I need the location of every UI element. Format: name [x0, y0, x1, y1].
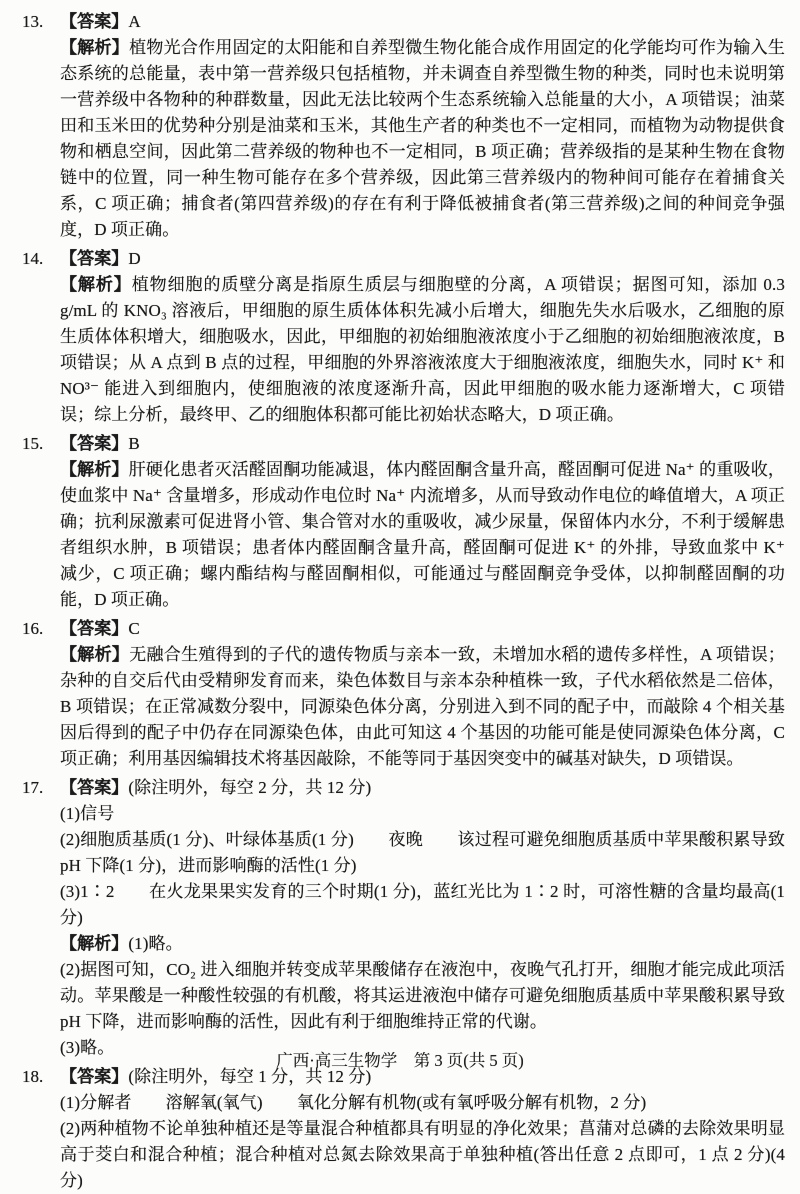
answer-paragraph	[60, 431, 785, 457]
answer-label: 【答案】	[60, 12, 129, 31]
paragraph-text: B	[128, 434, 140, 453]
explanation-paragraph	[60, 931, 785, 957]
answer-label: 【答案】	[60, 1067, 129, 1086]
answer-list	[22, 9, 785, 1194]
explanation-paragraph	[60, 35, 785, 243]
paragraph-text: (2)据图可知，CO₂ 进入细胞并转变成苹果酸储存在液泡中，夜晚气孔打开，细胞才能完成此项活动。苹果酸是一种酸性较强的有机酸，将其运进液泡中储存可避免细胞质基质中苹果酸积累导致 pH 下降，进而影响酶的活性，因此有利于细胞维持正常的代谢。	[60, 960, 785, 1031]
answer-label: 【答案】	[60, 778, 129, 797]
answer-item-15	[22, 431, 785, 613]
explanation-label: 【解析】	[60, 645, 130, 664]
answer-paragraph	[60, 1116, 785, 1194]
answer-paragraph	[60, 801, 785, 827]
answer-label: 【答案】	[60, 249, 129, 268]
paragraph-text: (1)略。	[128, 934, 183, 953]
paragraph-text: (2)两种植物不论单独种植还是等量混合种植都具有明显的净化效果；菖蒲对总磷的去除效果明显高于茭白和混合种植；混合种植对总氮去除效果高于单独种植(答出任意 2 点即可，1 点 2 分)(4 分)	[60, 1119, 785, 1190]
paragraph-text: 植物光合作用固定的太阳能和自养型微生物化能合成作用固定的化学能均可作为输入生态系统的总能量，表中第一营养级只包括植物，并未调查自养型微生物的种类，同时也未说明第一营养级中各物种的种群数量，因此无法比较两个生态系统输入总能量的大小，A 项错误；油菜田和玉米田的优势种分别是油菜和玉米，其他生产者的种类也不一定相同，而植物为动物提供食物和栖息空间，因此第二营养级的物种也不一定相同，B 项正确；营养级指的是某种生物在食物链中的位置，同一种生物可能存在多个营养级，因此第三营养级内的物种间可能存在着捕食关系，C 项正确；捕食者(第四营养级)的存在有利于降低被捕食者(第三营养级)之间的种间竞争强度，D 项正确。	[60, 38, 785, 239]
page-footer: 广西·高三生物学 第 3 页(共 5 页)	[276, 1051, 524, 1070]
answer-paragraph	[60, 9, 785, 35]
paragraph-text: (2)细胞质基质(1 分)、叶绿体基质(1 分) 夜晚 该过程可避免细胞质基质中苹果酸积累导致 pH 下降(1 分)，进而影响酶的活性(1 分)	[60, 830, 785, 875]
paragraph-text: (3)略。	[60, 1038, 115, 1057]
answer-label: 【答案】	[60, 434, 129, 453]
answer-paragraph	[60, 957, 785, 1035]
explanation-label: 【解析】	[60, 38, 130, 57]
answer-paragraph	[60, 827, 785, 879]
item-number: 15.	[22, 434, 44, 453]
item-number: 18.	[22, 1067, 44, 1086]
answer-item-16	[22, 616, 785, 772]
explanation-paragraph	[60, 642, 785, 772]
answer-item-18	[22, 1064, 785, 1194]
explanation-paragraph	[60, 457, 785, 613]
answer-paragraph	[60, 246, 785, 272]
answer-item-17	[22, 775, 785, 1061]
paragraph-text: D	[128, 249, 141, 268]
explanation-label: 【解析】	[60, 275, 132, 294]
explanation-label: 【解析】	[60, 934, 129, 953]
answer-label: 【答案】	[60, 619, 129, 638]
answer-item-13	[22, 9, 785, 243]
paragraph-text: 肝硬化患者灭活醛固酮功能减退，体内醛固酮含量升高，醛固酮可促进 Na⁺ 的重吸收，使血浆中 Na⁺ 含量增多，形成动作电位时 Na⁺ 内流增多，从而导致动作电位的峰值增大，A 项正确；抗利尿激素可促进肾小管、集合管对水的重吸收，减少尿量，保留体内水分，不利于缓解患者组织水肿，B 项错误；患者体内醛固酮含量升高，醛固酮可促进 K⁺ 的外排，导致血浆中 K⁺ 减少，C 项正确；螺内酯结构与醛固酮相似，可能通过与醛固酮竞争受体，以抑制醛固酮的功能，D 项正确。	[60, 460, 785, 609]
answer-paragraph	[60, 616, 785, 642]
paragraph-text: (除注明外，每空 2 分，共 12 分)	[128, 778, 372, 797]
answer-item-14	[22, 246, 785, 428]
explanation-label: 【解析】	[60, 460, 129, 479]
item-number: 13.	[22, 12, 44, 31]
item-number: 17.	[22, 778, 44, 797]
answer-paragraph	[60, 1090, 785, 1116]
item-number: 14.	[22, 249, 44, 268]
paragraph-text: (3)1∶2 在火龙果果实发育的三个时期(1 分)，蓝红光比为 1∶2 时，可溶性糖的含量均最高(1 分)	[60, 882, 785, 927]
explanation-paragraph	[60, 272, 785, 428]
paragraph-text: 植物细胞的质壁分离是指原生质层与细胞壁的分离，A 项错误；据图可知，添加 0.3 g/mL 的 KNO₃ 溶液后，甲细胞的原生质体体积先减小后增大，细胞先失水后吸水，乙细胞的原生质体体积增大，细胞吸水，因此，甲细胞的初始细胞液浓度小于乙细胞的初始细胞液浓度，B 项错误；从 A 点到 B 点的过程，甲细胞的外界溶液浓度大于细胞液浓度，细胞失水，同时 K⁺ 和 NO³⁻ 能进入到细胞内，使细胞液的浓度逐渐升高，因此甲细胞的吸水能力逐渐增大，C 项错误；综上分析，最终甲、乙的细胞体积都可能比初始状态略大，D 项正确。	[60, 275, 785, 424]
paragraph-text: (1)分解者 溶解氧(氧气) 氧化分解有机物(或有氧呼吸分解有机物，2 分)	[60, 1093, 647, 1112]
answer-paragraph	[60, 879, 785, 931]
paragraph-text: C	[128, 619, 140, 638]
paragraph-text: (除注明外，每空 1 分，共 12 分)	[128, 1067, 372, 1086]
paragraph-text: A	[128, 12, 141, 31]
answer-paragraph	[60, 775, 785, 801]
paragraph-text: (1)信号	[60, 804, 115, 823]
item-number: 16.	[22, 619, 44, 638]
paragraph-text: 无融合生殖得到的子代的遗传物质与亲本一致，未增加水稻的遗传多样性，A 项错误；杂种的自交后代由受精卵发育而来，染色体数目与亲本杂种植株一致，子代水稻依然是二倍体，B 项错误；在正常减数分裂中，同源染色体分离，分别进入到不同的配子中，而敲除 4 个相关基因后得到的配子中仍存在同源染色体，由此可知这 4 个基因的功能可能是使同源染色体分离，C 项正确；利用基因编辑技术将基因敲除，不能等同于基因突变中的碱基对缺失，D 项错误。	[60, 645, 785, 768]
